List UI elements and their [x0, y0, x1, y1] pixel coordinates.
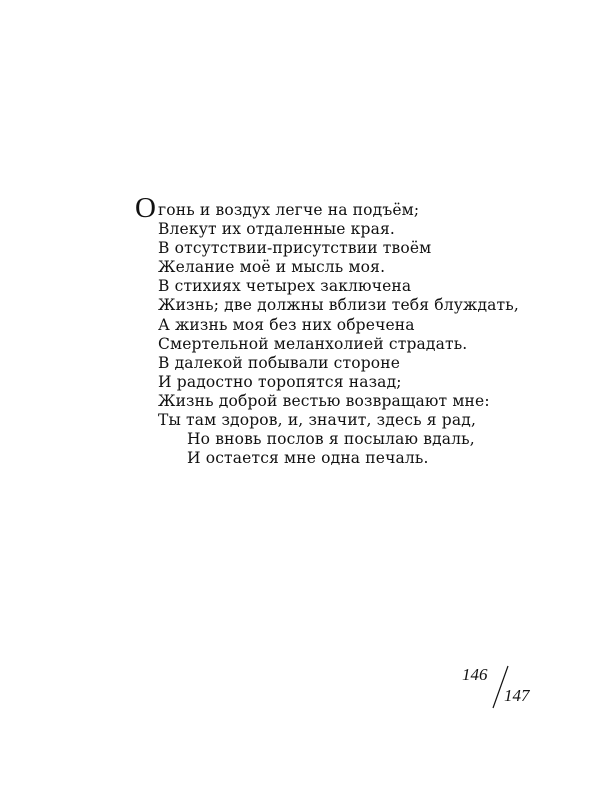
poem-line-1: [135, 192, 578, 224]
first-line-text: гонь и воздух легче на подъём;: [158, 201, 420, 219]
page-number-left: 146: [462, 665, 488, 684]
drop-cap: О: [135, 192, 157, 224]
page-number: [460, 664, 540, 714]
poem-line-12: Ты там здоров, и, значит, здесь я рад,: [158, 411, 477, 430]
poem-line-14: Но вновь послов я посылаю вдаль,: [187, 430, 475, 449]
poem-line-2: Влекут их отдаленные края.: [158, 220, 395, 239]
poem-line-9: В далекой побывали стороне: [158, 353, 401, 372]
poem-line-6: Жизнь; две должны вблизи тебя блуждать,: [158, 296, 519, 315]
poem-line-5: В стихиях четырех заключена: [158, 277, 412, 296]
poem-line-3: В отсутствии-присутствии твоём: [158, 239, 432, 258]
poem-line-4: Желание моё и мысль моя.: [158, 258, 386, 277]
poem-line-10: И радостно торопятся назад;: [158, 372, 402, 391]
page-number-right: 147: [504, 686, 530, 705]
poem-line-15: И остается мне одна печаль.: [187, 449, 429, 468]
poem: [135, 192, 578, 468]
poem-line-11: Жизнь доброй вестью возвращают мне:: [158, 391, 490, 410]
poem-line-8: Смертельной меланхолией страдать.: [158, 334, 468, 353]
poem-line-7: А жизнь моя без них обречена: [158, 315, 415, 334]
